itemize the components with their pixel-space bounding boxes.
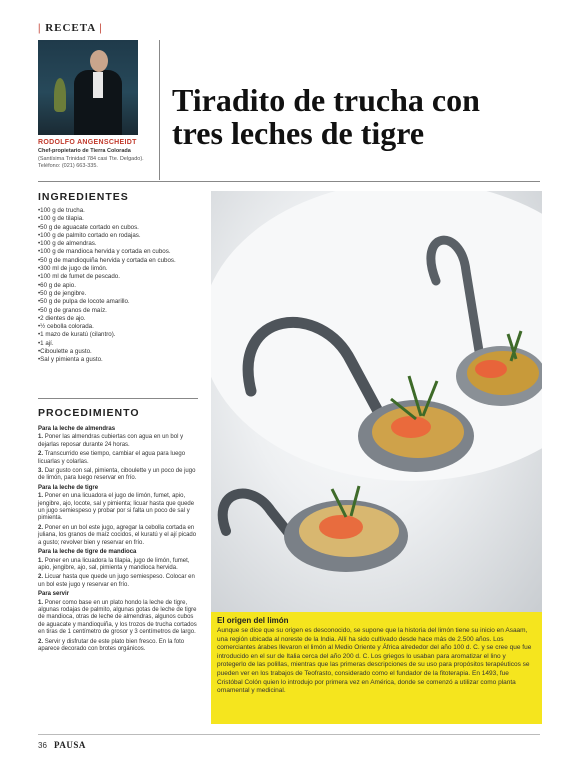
ingredient-item: • 50 g de aguacate cortado en cubos. <box>38 224 203 232</box>
chef-photo-head <box>90 50 108 72</box>
header-vertical-rule <box>159 40 160 180</box>
page-number: 36 <box>38 741 47 750</box>
section-tag-bar-left: | <box>38 22 42 34</box>
section-tag <box>38 22 103 34</box>
step-text: Poner como base en un plato hondo la leche de tigre, algunas rodajas de palmito, algunas gotas de leche de tigre de mandioca, otras de leche de almendras, algunos cubos de aguacate y mandioquiña, y los trozos de trucha cortados en tiras de 1 centímetro de grosor y 3 centímetros de largo. <box>38 599 197 636</box>
step-number: 1. <box>38 599 44 606</box>
step-number: 2. <box>38 574 44 581</box>
procedure-step <box>38 468 200 483</box>
ingredient-item: • 50 g de granos de maíz. <box>38 307 203 315</box>
ingredient-item: • ½ cebolla colorada. <box>38 323 203 331</box>
ingredient-item: • 60 g de apio. <box>38 282 203 290</box>
step-text: Poner en una licuadora la tilapia, jugo de limón, fumet, apio, jengibre, ajo, sal, pimienta y mandioca hervida. <box>38 557 190 571</box>
trout-piece <box>319 515 363 539</box>
ingredient-item: • 50 g de jengibre. <box>38 290 203 298</box>
step-number: 2. <box>38 638 44 645</box>
procedure-step <box>38 639 200 654</box>
step-text: Poner en una licuadora el jugo de limón, fumet, apio, jengibre, ajo, locote, sal y pimienta; licuar hasta que quede un jugo semiespeso y probar por si falta un poco de sal y pimienta. <box>38 493 195 522</box>
ingredient-item: • 1 mazo de kuratú (cilantro). <box>38 331 203 339</box>
procedure-step <box>38 525 200 547</box>
trout-piece <box>475 360 507 378</box>
recipe-title: Tiradito de trucha con tres leches de tigre <box>172 82 480 151</box>
sidebar-title: El origen del limón <box>217 616 289 625</box>
chef-photo <box>38 40 138 135</box>
step-text: Dar gusto con sal, pimienta, ciboulette y un poco de jugo de limón, para luego reservar en frío. <box>38 468 196 482</box>
step-number: 2. <box>38 451 44 458</box>
ingredient-item: • 100 g de trucha. <box>38 207 203 215</box>
ingredients-heading: INGREDIENTES <box>38 191 129 203</box>
ingredient-item: • 100 g de palmito cortado en rodajas. <box>38 232 203 240</box>
procedure-subheading: Para la leche de tigre de mandioca <box>38 549 137 556</box>
dish-photo-illustration <box>211 191 542 612</box>
ingredients-list <box>38 207 203 365</box>
ingredient-item: • 50 g de pulpa de locote amarillo. <box>38 298 203 306</box>
ingredient-item: • 300 ml de jugo de limón. <box>38 265 203 273</box>
procedure-body <box>38 424 200 655</box>
ingredient-item: • 100 g de tilapia. <box>38 215 203 223</box>
step-number: 3. <box>38 468 44 475</box>
procedure-subheading: Para servir <box>38 591 70 598</box>
ingredient-item: • 100 g de almendras. <box>38 240 203 248</box>
ingredient-item: • 100 g de mandioca hervida y cortada en cubos. <box>38 248 203 256</box>
sidebar-text: Aunque se dice que su origen es desconocido, se supone que la historia del limón tiene su inicio en Asaam, una región ubicada al noreste de la India. Allí ha sido cultivado desde hace más de 2.500 años. Los comerciantes árabes llevaron el limón al Medio Oriente y África alrededor del año 100 d. C. y se cree que fue introducido en el sur de Italia cerca del año 200 d. C. Los griegos lo usaban para aromatizar el lino y protegerlo de las polillas, mientras que las primeras descripciones de su uso para propósitos terapéuticos se pueden ver en los trabajos de Teofrasto, considerado como el fundador de la fitoterapia. En 1493, fue Cristóbal Colón quien lo introdujo por primera vez en América, donde se comenzó a utilizar como planta ornamental y medicinal. <box>217 627 532 695</box>
chef-name: RODOLFO ANGENSCHEIDT <box>38 139 137 146</box>
step-text: Licuar hasta que quede un jugo semiespeso. Colocar en un bol este jugo y reservar en frío. <box>38 574 195 588</box>
procedure-step <box>38 600 200 637</box>
section-tag-label: RECETA <box>45 22 96 34</box>
magazine-name: PAUSA <box>54 740 86 750</box>
trout-piece <box>391 416 431 438</box>
sidebar-box <box>211 612 542 724</box>
procedure-step <box>38 434 200 449</box>
step-text: Transcurrido ese tiempo, cambiar el agua para luego licuarlas y colarlas. <box>38 451 186 465</box>
step-number: 1. <box>38 434 44 441</box>
procedure-step <box>38 558 200 573</box>
step-number: 1. <box>38 493 44 500</box>
step-text: Poner en un bol este jugo, agregar la cebolla cortada en juliana, los granos de maíz cocidos, el kuratú y el ají picado a gusto; revolver bien y reservar en frío. <box>38 524 197 546</box>
section-tag-bar-right: | <box>99 22 103 34</box>
ingredient-item: • 50 g de mandioquiña hervida y cortada en cubos. <box>38 257 203 265</box>
procedure-step <box>38 451 200 466</box>
procedure-step <box>38 493 200 523</box>
header-horizontal-rule <box>38 181 540 182</box>
section-divider <box>38 398 198 399</box>
procedure-step <box>38 574 200 589</box>
ingredient-item: • Ciboulette a gusto. <box>38 348 203 356</box>
chef-address: (Santísima Trinidad 784 casi Tte. Delgado). Teléfono: (021) 663-335. <box>38 156 144 169</box>
ingredient-item: • Sal y pimienta a gusto. <box>38 356 203 364</box>
step-text: Poner las almendras cubiertas con agua en un bol y dejarlas reposar durante 24 horas. <box>38 434 184 448</box>
procedure-subheading: Para la leche de almendras <box>38 426 116 432</box>
chef-photo-shirt <box>93 72 103 98</box>
ingredient-item: • 1 ají. <box>38 340 203 348</box>
procedure-heading: PROCEDIMIENTO <box>38 407 140 419</box>
step-number: 2. <box>38 524 44 531</box>
spoon-handle <box>223 494 291 536</box>
dish-photo <box>211 191 542 612</box>
chef-role: Chef-propietario de Tierra Colorada <box>38 148 131 154</box>
chef-photo-herb <box>54 78 66 112</box>
ingredient-item: • 100 ml de fumet de pescado. <box>38 273 203 281</box>
footer-rule <box>38 734 540 735</box>
step-number: 1. <box>38 557 44 564</box>
procedure-subheading: Para la leche de tigre <box>38 484 99 491</box>
step-text: Servir y disfrutar de este plato bien fresco. En la foto aparece decorado con brotes orgánicos. <box>38 638 185 652</box>
ingredient-item: • 2 dientes de ajo. <box>38 315 203 323</box>
